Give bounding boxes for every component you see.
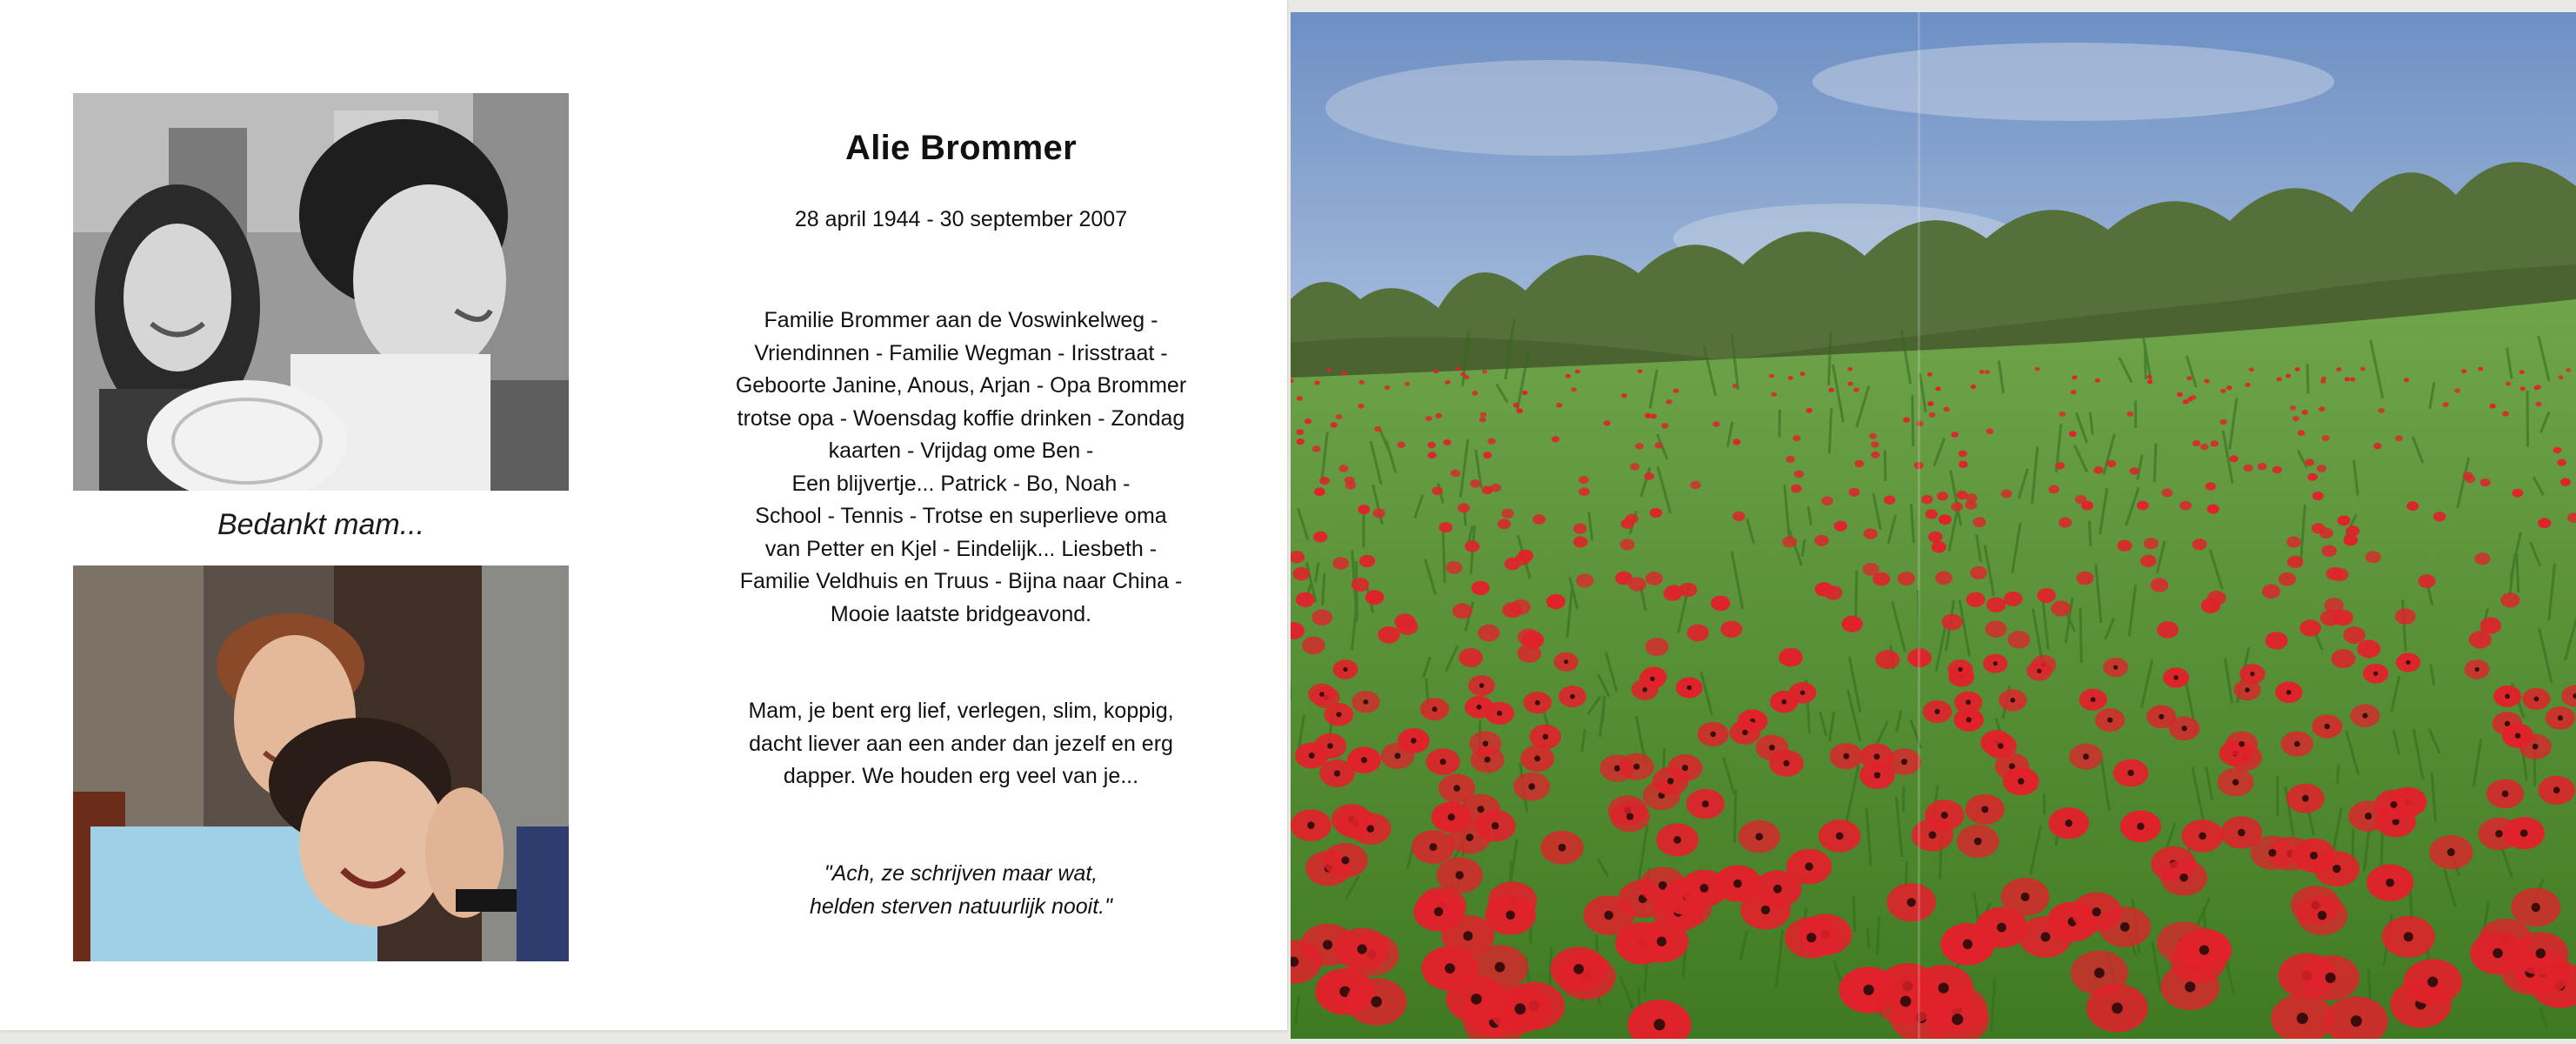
mam-line: dacht liever aan een ander dan jezelf en erg <box>749 731 1173 756</box>
life-dates: 28 april 1944 - 30 september 2007 <box>794 207 1128 231</box>
deceased-name: Alie Brommer <box>845 129 1077 167</box>
mam-line: Mam, je bent erg lief, verlegen, slim, koppig, <box>748 699 1174 723</box>
closing-quote <box>687 857 1235 923</box>
quote-line: helden sterven natuurlijk nooit." <box>810 894 1112 919</box>
mam-paragraph <box>687 695 1235 793</box>
memories-line: School - Tennis - Trotse en superlieve oma <box>755 504 1167 528</box>
memories-line: Een blijvertje... Patrick - Bo, Noah - <box>791 471 1131 496</box>
memories-line: kaarten - Vrijdag ome Ben - <box>828 438 1094 463</box>
photo-bw-two-women <box>73 93 569 491</box>
fold-crease <box>1918 12 1920 1039</box>
card-left-panel <box>0 0 1288 1030</box>
memories-line: Geboorte Janine, Anous, Arjan - Opa Brommer <box>735 373 1187 398</box>
memories-line: Familie Brommer aan de Voswinkelweg - <box>764 308 1158 332</box>
memories-line: van Petter en Kjel - Eindelijk... Liesbeth - <box>764 536 1158 561</box>
photo-color-mother-son <box>73 566 569 961</box>
memories-line: Vriendinnen - Familie Wegman - Irisstraat - <box>754 340 1168 365</box>
memories-line: trotse opa - Woensdag koffie drinken - Zondag <box>737 405 1185 431</box>
quote-line: "Ach, ze schrijven maar wat, <box>824 861 1098 886</box>
caption-bedankt: Bedankt mam... <box>217 508 425 541</box>
memories-line: Familie Veldhuis en Truus - Bijna naar China - <box>739 569 1183 593</box>
poppy-field-photo <box>1291 12 2576 1039</box>
memories-line: Mooie laatste bridgeavond. <box>830 601 1092 626</box>
mam-line: dapper. We houden erg veel van je... <box>783 764 1139 788</box>
memories-paragraph <box>687 304 1235 631</box>
